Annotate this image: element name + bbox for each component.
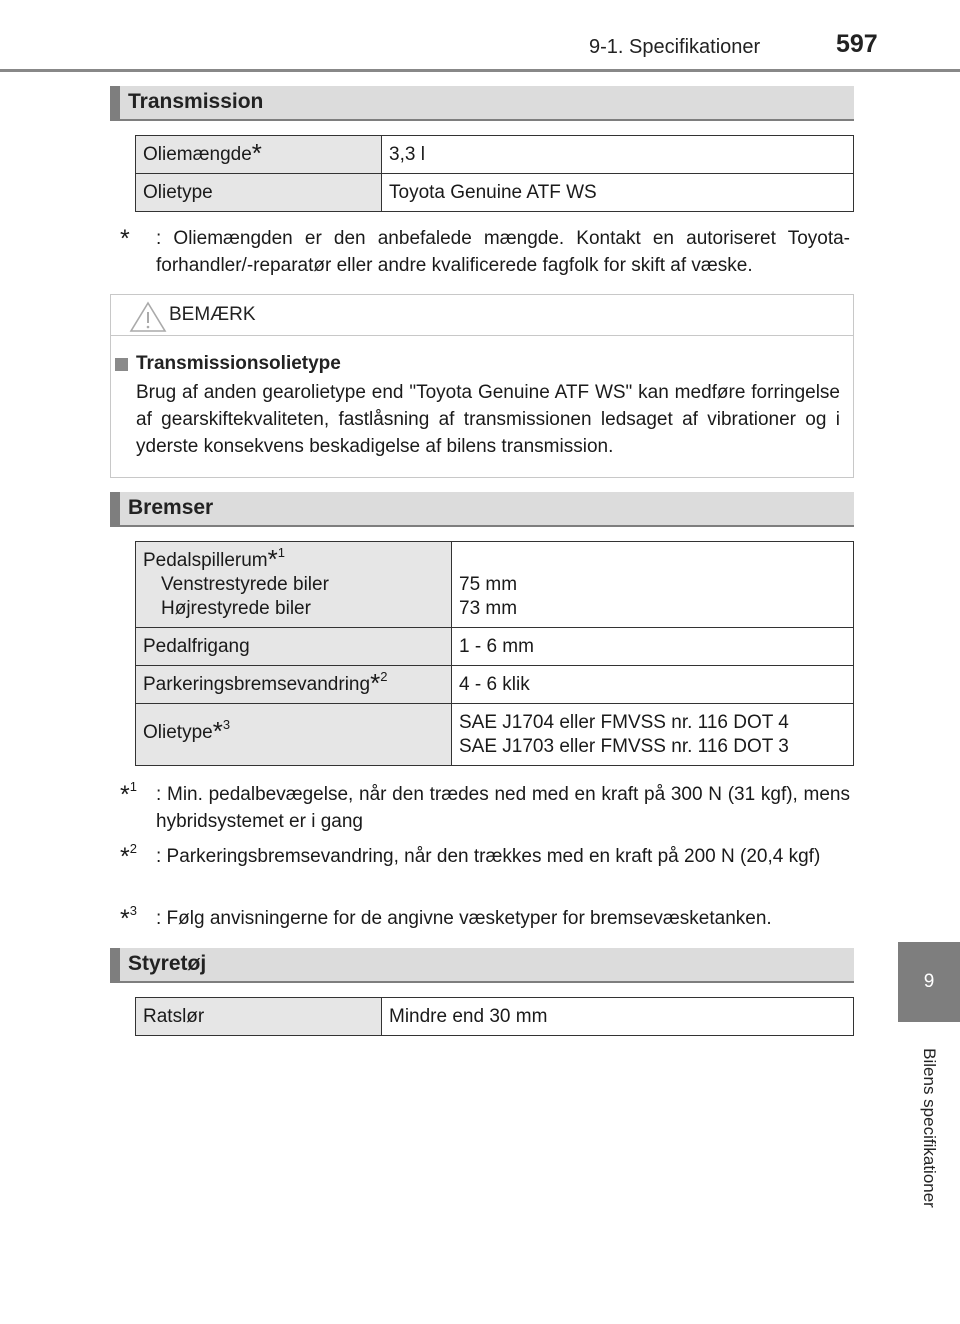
footnote-text: : Parkeringsbremsevandring, når den trækkes med en kraft på 200 N (20,4 kgf) (156, 846, 821, 867)
table-row (136, 136, 854, 174)
steering-play-label: Ratslør (136, 998, 382, 1036)
lhd-label: Venstrestyrede biler (161, 574, 329, 595)
pedal-free-play-label: Pedalfrigang (136, 628, 452, 666)
footnote-text: : Følg anvisningerne for de angivne væsketyper for bremsevæsketanken. (156, 908, 772, 929)
footnote-ref: 1 (129, 779, 137, 794)
table-row (136, 542, 854, 628)
brakes-heading-text: Bremser (128, 496, 214, 519)
notice-title: BEMÆRK (169, 304, 256, 325)
parking-brake-travel-value: 4 - 6 klik (452, 666, 854, 704)
table-label-cell (136, 136, 382, 174)
rhd-value: 73 mm (459, 598, 518, 619)
chapter-label (898, 1030, 960, 1226)
table-label-cell (136, 542, 452, 628)
asterisk-marker: * (370, 668, 381, 698)
table-row (136, 628, 854, 666)
transmission-table (135, 135, 854, 212)
chapter-tab: 9 (898, 942, 960, 1022)
brakes-footnote-3 (120, 905, 850, 932)
brake-fluid-type-value: SAE J1704 eller FMVSS nr. 116 DOT 4 (459, 712, 789, 733)
brake-fluid-type-value: SAE J1703 eller FMVSS nr. 116 DOT 3 (459, 736, 789, 757)
brakes-footnote-2 (120, 843, 850, 870)
table-row (136, 998, 854, 1036)
oil-quantity-value: 3,3 l (382, 136, 854, 174)
asterisk-marker: * (212, 716, 223, 746)
footnote-text: : Oliemængden er den anbefalede mængde. Kontakt en autoriseret Toyota-forhandler/-reparatør eller andre kvalificerede fagfolk for skift af væske. (156, 228, 850, 276)
table-label-cell (136, 704, 452, 766)
asterisk-marker: * (267, 544, 278, 574)
footnote-marker: *$^3$ (120, 903, 137, 933)
header-divider (0, 69, 960, 72)
lhd-value: 75 mm (459, 574, 518, 595)
steering-heading-text: Styretøj (128, 952, 207, 975)
pedal-clearance-label: Pedalspillerum (143, 550, 268, 571)
notice-box (110, 294, 854, 478)
transmission-heading-text: Transmission (128, 90, 264, 113)
notice-subheading: Transmissionsolietype (136, 353, 341, 374)
table-value-cell (452, 704, 854, 766)
parking-brake-travel-label: Parkeringsbremsevandring (143, 674, 371, 695)
table-label-cell (136, 666, 452, 704)
section-title: 9-1. Specifikationer (589, 36, 761, 58)
page-number: 597 (836, 30, 878, 58)
brake-fluid-type-label: Olietype (143, 722, 213, 743)
footnote-ref: 1 (277, 545, 285, 560)
footnote-ref: 3 (129, 903, 137, 918)
footnote-ref: 2 (380, 669, 388, 684)
table-row (136, 666, 854, 704)
brakes-footnote-1 (120, 781, 850, 835)
notice-body: Brug af anden gearolietype end "Toyota Genuine ATF WS" kan medføre forringelse af gearskiftekvaliteten, fastlåsning af transmissionen ledsaget af vibrationer og i yderste konsekvens beskadigelse af bilens transmission. (136, 382, 840, 457)
table-value-cell (452, 542, 854, 628)
footnote-marker: *$^1$ (120, 779, 137, 809)
footnote-text: : Min. pedalbevægelse, når den trædes ned med en kraft på 300 N (31 kgf), mens hybridsystemet er i gang (156, 784, 850, 832)
table-row (136, 704, 854, 766)
warning-triangle-icon (129, 301, 167, 333)
transmission-heading (110, 86, 854, 121)
rhd-label: Højrestyrede biler (161, 598, 311, 619)
chapter-label-text: Bilens specifikationer (920, 1048, 940, 1208)
footnote-ref: 3 (222, 717, 231, 732)
brakes-table (135, 541, 854, 766)
steering-heading (110, 948, 854, 983)
notice-header (111, 295, 853, 336)
asterisk-marker: * (251, 138, 262, 168)
steering-table (135, 997, 854, 1036)
pedal-free-play-value: 1 - 6 mm (452, 628, 854, 666)
steering-play-value: Mindre end 30 mm (382, 998, 854, 1036)
oil-type-value: Toyota Genuine ATF WS (382, 174, 854, 212)
footnote-ref: 2 (129, 841, 137, 856)
square-bullet-icon (115, 358, 128, 371)
transmission-footnote (120, 225, 850, 279)
brakes-heading (110, 492, 854, 527)
table-row (136, 174, 854, 212)
footnote-marker: *$^2$ (120, 841, 137, 871)
oil-quantity-label: Oliemængde (143, 144, 252, 165)
footnote-marker: * (120, 225, 130, 253)
oil-type-label: Olietype (136, 174, 382, 212)
